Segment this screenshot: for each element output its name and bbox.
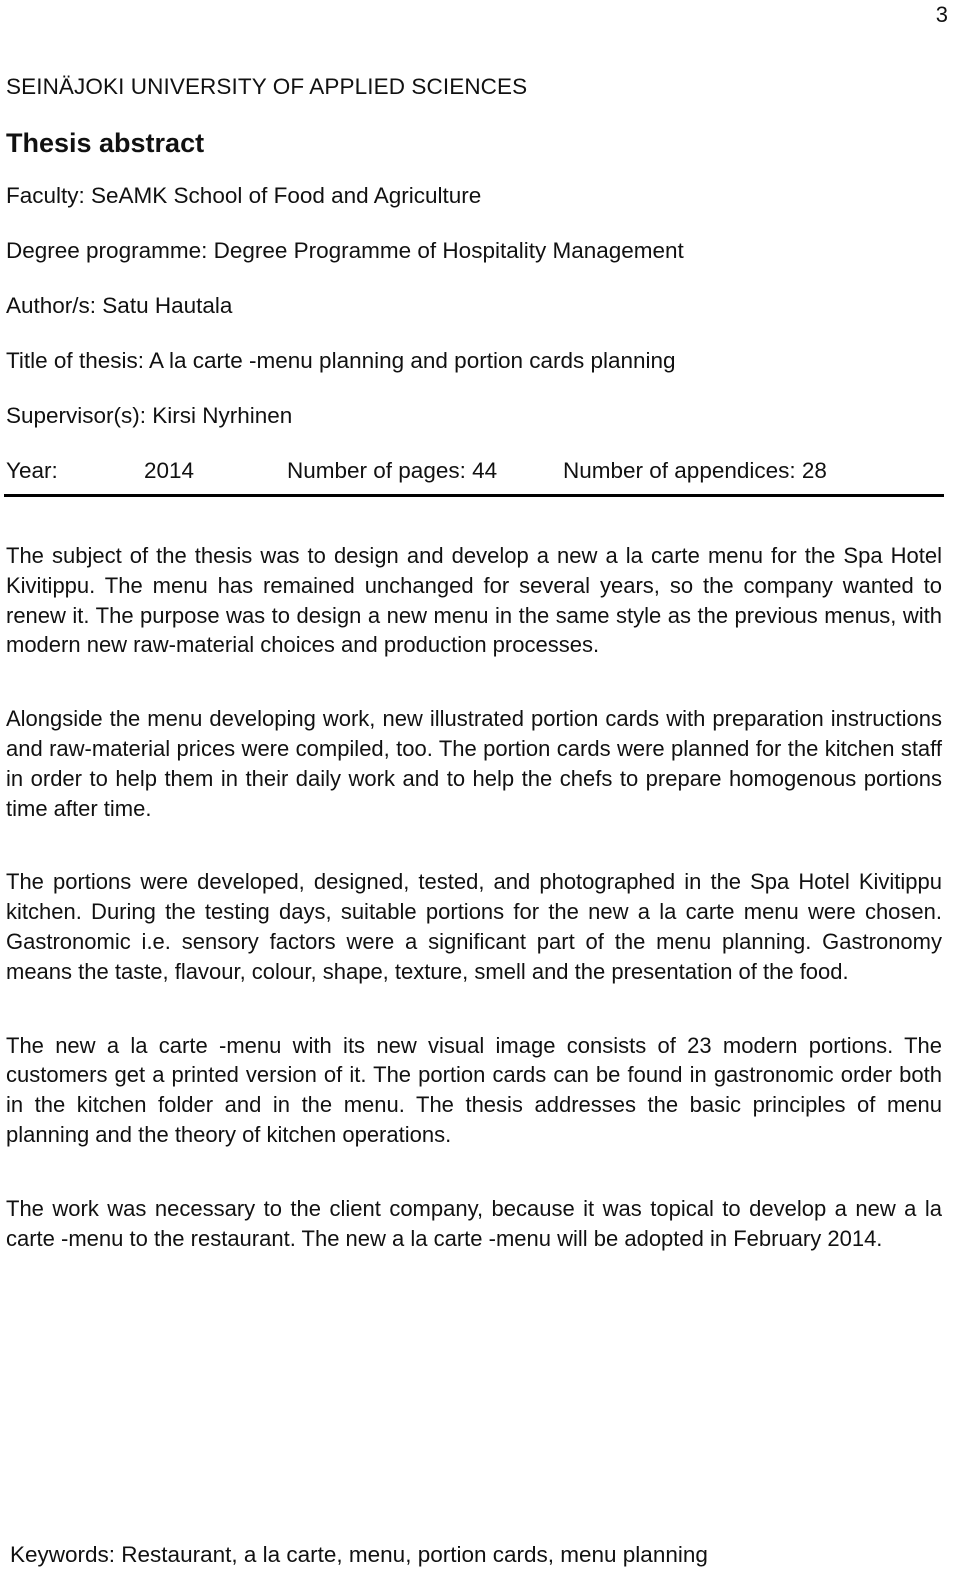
page-title: Thesis abstract xyxy=(6,128,205,158)
header-divider xyxy=(4,494,944,497)
appendices-count: Number of appendices: 28 xyxy=(563,458,827,483)
abstract-paragraph: The portions were developed, designed, tested, and photographed in the Spa Hotel Kivitippu kitchen. During the testing days, suitable portions for the new a la carte menu were chosen. Gastronomic i.e. sensory factors were a significant part of the menu planning. Gastronomy means the taste, flavour, colour, shape, texture, smell and the presentation of the food. xyxy=(6,869,942,984)
abstract-body xyxy=(6,541,942,1297)
abstract-paragraph: Alongside the menu developing work, new illustrated portion cards with preparation instructions and raw-material prices were compiled, too. The portion cards were planned for the kitchen staff in order to help them in their daily work and to help the chefs to prepare homogenous portions time after time. xyxy=(6,706,942,821)
abstract-paragraph: The subject of the thesis was to design and develop a new a la carte menu for the Spa Hotel Kivitippu. The menu has remained unchanged for several years, so the company wanted to renew it. The purpose was to design a new menu in the same style as the previous menus, with modern new raw-material choices and production processes. xyxy=(6,543,942,658)
university-name: SEINÄJOKI UNIVERSITY OF APPLIED SCIENCES xyxy=(6,74,528,99)
page-number: 3 xyxy=(935,2,948,27)
faculty-line: Faculty: SeAMK School of Food and Agriculture xyxy=(6,183,482,208)
thesis-title-line: Title of thesis: A la carte -menu planning and portion cards planning xyxy=(6,348,676,373)
keywords-line: Keywords: Restaurant, a la carte, menu, portion cards, menu planning xyxy=(10,1542,708,1567)
year-pages-row xyxy=(6,443,946,498)
abstract-paragraph: The work was necessary to the client company, because it was topical to develop a new a la carte -menu to the restaurant. The new a la carte -menu will be adopted in February 2014. xyxy=(6,1195,942,1251)
abstract-paragraph: The new a la carte -menu with its new visual image consists of 23 modern portions. The customers get a printed version of it. The portion cards can be found in gastronomic order both in the kitchen folder and in the menu. The thesis addresses the basic principles of menu planning and the theory of kitchen operations. xyxy=(6,1032,942,1147)
supervisors-line: Supervisor(s): Kirsi Nyrhinen xyxy=(6,403,293,428)
year-label: Year: xyxy=(6,458,58,483)
abstract-header xyxy=(6,70,946,498)
authors-line: Author/s: Satu Hautala xyxy=(6,293,233,318)
degree-programme-line: Degree programme: Degree Programme of Hospitality Management xyxy=(6,238,684,263)
pages-count: Number of pages: 44 xyxy=(287,458,498,483)
year-value: 2014 xyxy=(144,458,195,483)
